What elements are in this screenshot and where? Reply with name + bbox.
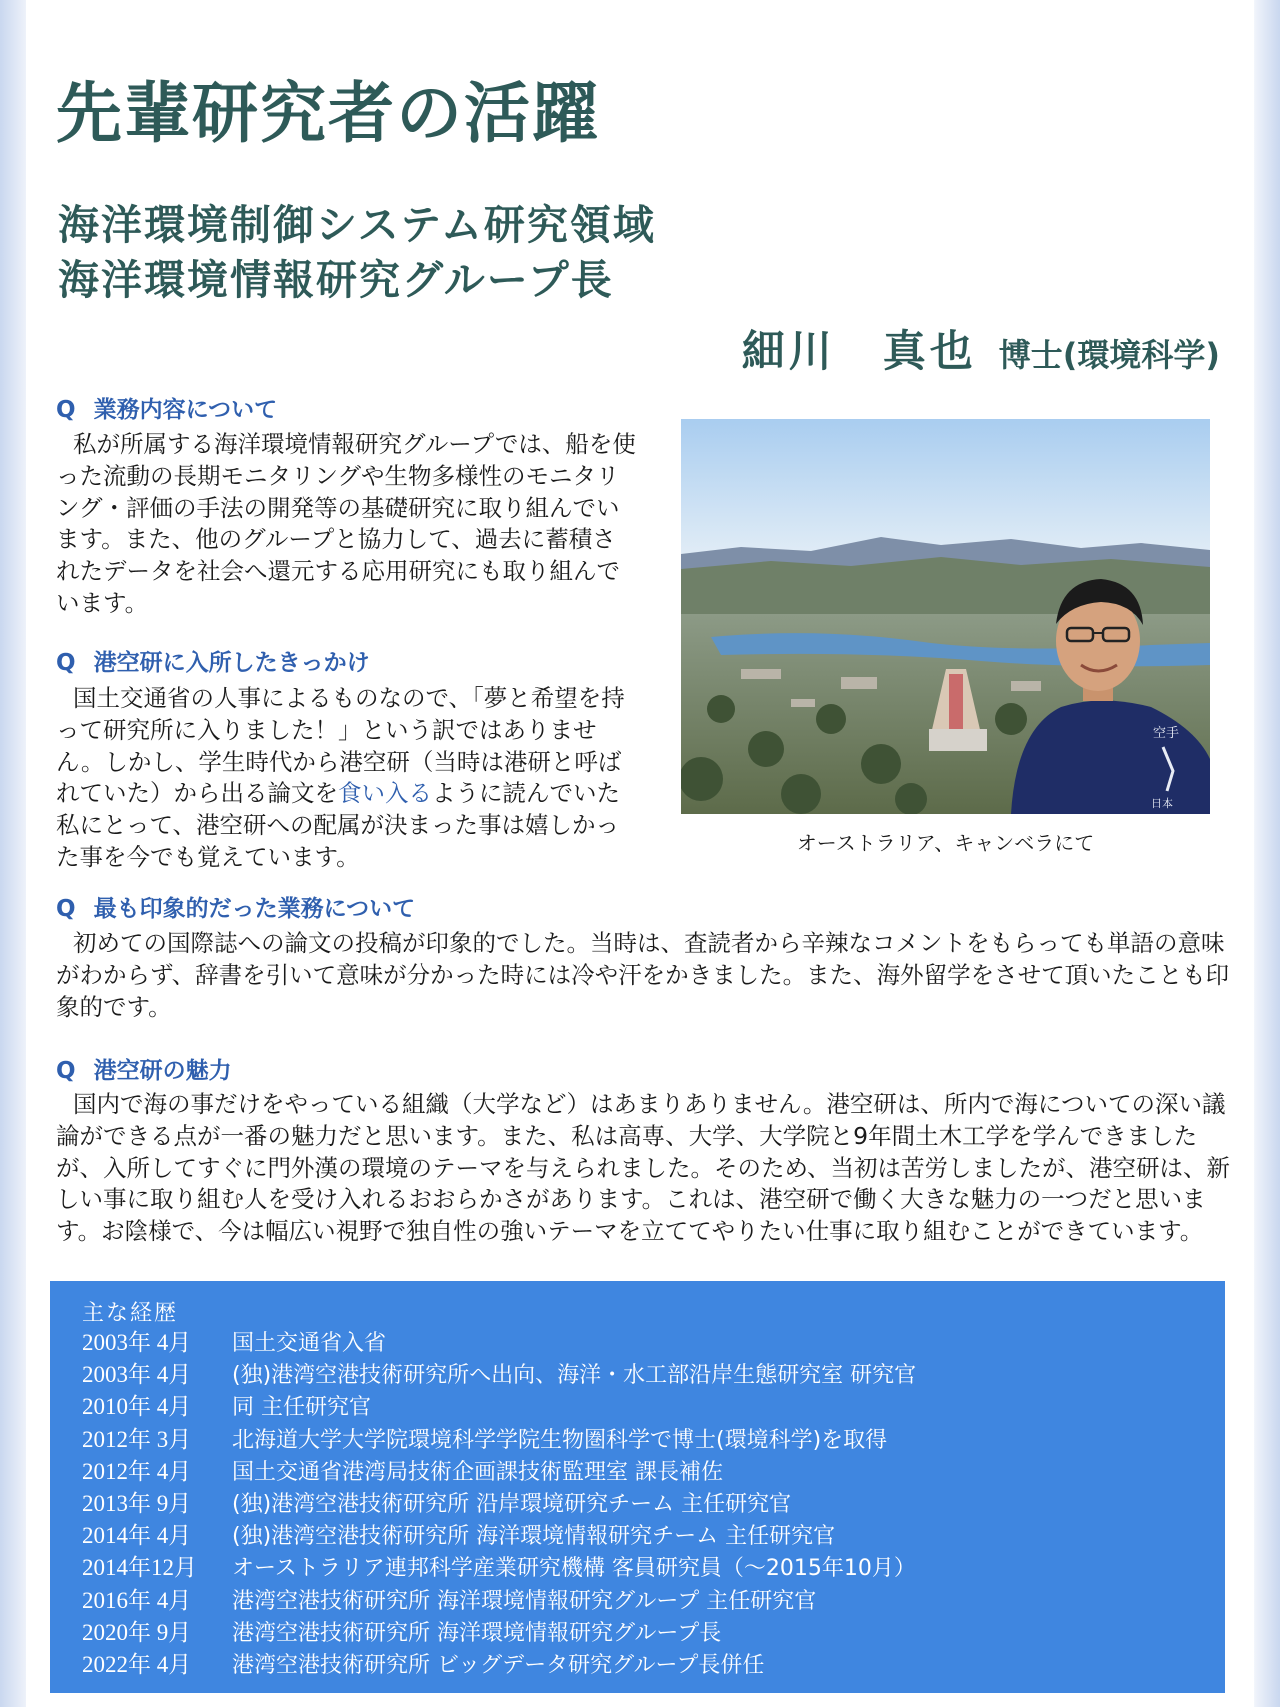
answer-text: 国土交通省の人事によるものなので、「夢と希望を持って研究所に入りました！」という訳ではありません。しかし、学生時代から港空研（当時は港研と呼ばれていた）から出る論文を — [56, 684, 625, 808]
question-label: 最も印象的だった業務について — [93, 896, 416, 922]
career-text: 港湾空港技術研究所 ビッグデータ研究グループ長併任 — [232, 1652, 765, 1678]
career-text: オーストラリア連邦科学産業研究機構 客員研究員（～2015年10月） — [232, 1556, 916, 1582]
shirt-text-bottom: 日本 — [1151, 797, 1173, 810]
career-item — [82, 1424, 916, 1456]
question-heading-appeal — [56, 1058, 232, 1086]
highlighted-phrase: 食い入る — [338, 779, 432, 808]
question-label: 港空研の魅力 — [93, 1058, 232, 1084]
career-item — [82, 1488, 916, 1520]
career-item — [82, 1391, 916, 1423]
career-date: 2022年 4月 — [82, 1651, 192, 1677]
career-date: 2003年 4月 — [82, 1330, 192, 1355]
canberra-landscape-photo — [681, 419, 1210, 814]
career-item — [82, 1649, 916, 1681]
career-text: (独)港湾空港技術研究所 海洋環境情報研究チーム 主任研究官 — [232, 1524, 836, 1550]
researcher-name-line — [742, 318, 1220, 379]
answer-motivation — [56, 683, 636, 874]
career-text: (独)港湾空港技術研究所 沿岸環境研究チーム 主任研究官 — [232, 1491, 792, 1517]
question-mark: Q — [56, 650, 76, 676]
career-text: 港湾空港技術研究所 海洋環境情報研究グループ 主任研究官 — [232, 1588, 817, 1614]
question-heading-work — [56, 397, 277, 425]
career-item — [82, 1617, 916, 1649]
career-item — [82, 1520, 916, 1552]
career-list — [82, 1327, 916, 1681]
career-item — [82, 1552, 916, 1584]
career-date: 2012年 3月 — [82, 1426, 192, 1452]
question-heading-memorable — [56, 896, 415, 924]
career-date: 2020年 9月 — [82, 1619, 192, 1645]
career-item — [82, 1585, 916, 1617]
career-title: 主な経歴 — [82, 1301, 179, 1326]
question-label: 業務内容について — [93, 397, 278, 423]
career-text: (独)港湾空港技術研究所へ出向、海洋・水工部沿岸生態研究室 研究官 — [232, 1363, 917, 1389]
career-date: 2012年 4月 — [82, 1458, 192, 1484]
researcher-name: 細川 真也 — [741, 327, 977, 377]
career-item — [82, 1456, 916, 1488]
career-date: 2003年 4月 — [82, 1362, 192, 1388]
career-text: 国土交通省入省 — [232, 1331, 387, 1356]
career-text: 同 主任研究官 — [232, 1395, 371, 1421]
answer-work: 私が所属する海洋環境情報研究グループでは、船を使った流動の長期モニタリングや生物多様性のモニタリング・評価の手法の開発等の基礎研究に取り組んでいます。また、他のグループと協力して、過去に蓄積されたデータを社会へ還元する応用研究にも取り組んでいます。 — [56, 430, 636, 617]
career-date: 2016年 4月 — [82, 1587, 192, 1613]
career-date: 2013年 9月 — [82, 1490, 192, 1516]
career-date: 2010年 4月 — [82, 1394, 192, 1420]
career-item — [82, 1327, 916, 1359]
career-date: 2014年 4月 — [82, 1523, 192, 1549]
page-title: 先輩研究者の活躍 — [56, 75, 600, 152]
department-line-1: 海洋環境制御システム研究領域 — [58, 201, 656, 249]
researcher-photo — [681, 419, 1210, 814]
answer-appeal: 国内で海の事だけをやっている組織（大学など）はあまりありません。港空研は、所内で海についての深い議論ができる点が一番の魅力だと思います。また、私は高専、大学、大学院と9年間土木工学を学んできましたが、入所してすぐに門外漢の環境のテーマを与えられました。そのため、当初は苦労しましたが、港空研は、新しい事に取り組む人を受け入れるおおらかさがあります。これは、港空研で働く大きな魅力の一つだと思います。お陰様で、今は幅広い視野で独自性の強いテーマを立ててやりたい仕事に取り組むことができています。 — [56, 1090, 1231, 1246]
answer-memorable: 初めての国際誌への論文の投稿が印象的でした。当時は、査読者から辛辣なコメントをもらっても単語の意味がわからず、辞書を引いて意味が分かった時には冷や汗をかきました。また、海外留学をさせて頂いたことも印象的です。 — [56, 929, 1230, 1021]
career-text: 北海道大学大学院環境科学学院生物圏科学で博士(環境科学)を取得 — [232, 1427, 888, 1453]
answer-text: ように読んでいた私にとって、港空研への配属が決まった事は嬉しかった事を今でも覚えています。 — [56, 779, 620, 871]
question-label: 港空研に入所したきっかけ — [93, 650, 370, 676]
question-mark: Q — [56, 896, 76, 922]
question-heading-motivation — [56, 650, 370, 678]
photo-caption: オーストラリア、キャンベラにて — [796, 831, 1095, 855]
shirt-text-top: 空手 — [1153, 726, 1180, 741]
researcher-degree: 博士(環境科学) — [998, 336, 1220, 374]
career-box — [50, 1281, 1225, 1693]
career-item — [82, 1359, 916, 1391]
department-line-2: 海洋環境情報研究グループ長 — [58, 256, 614, 304]
question-mark: Q — [56, 397, 76, 423]
question-mark: Q — [56, 1058, 76, 1084]
career-text: 港湾空港技術研究所 海洋環境情報研究グループ長 — [232, 1620, 722, 1646]
career-text: 国土交通省港湾局技術企画課技術監理室 課長補佐 — [232, 1459, 723, 1485]
career-date: 2014年12月 — [82, 1555, 197, 1581]
